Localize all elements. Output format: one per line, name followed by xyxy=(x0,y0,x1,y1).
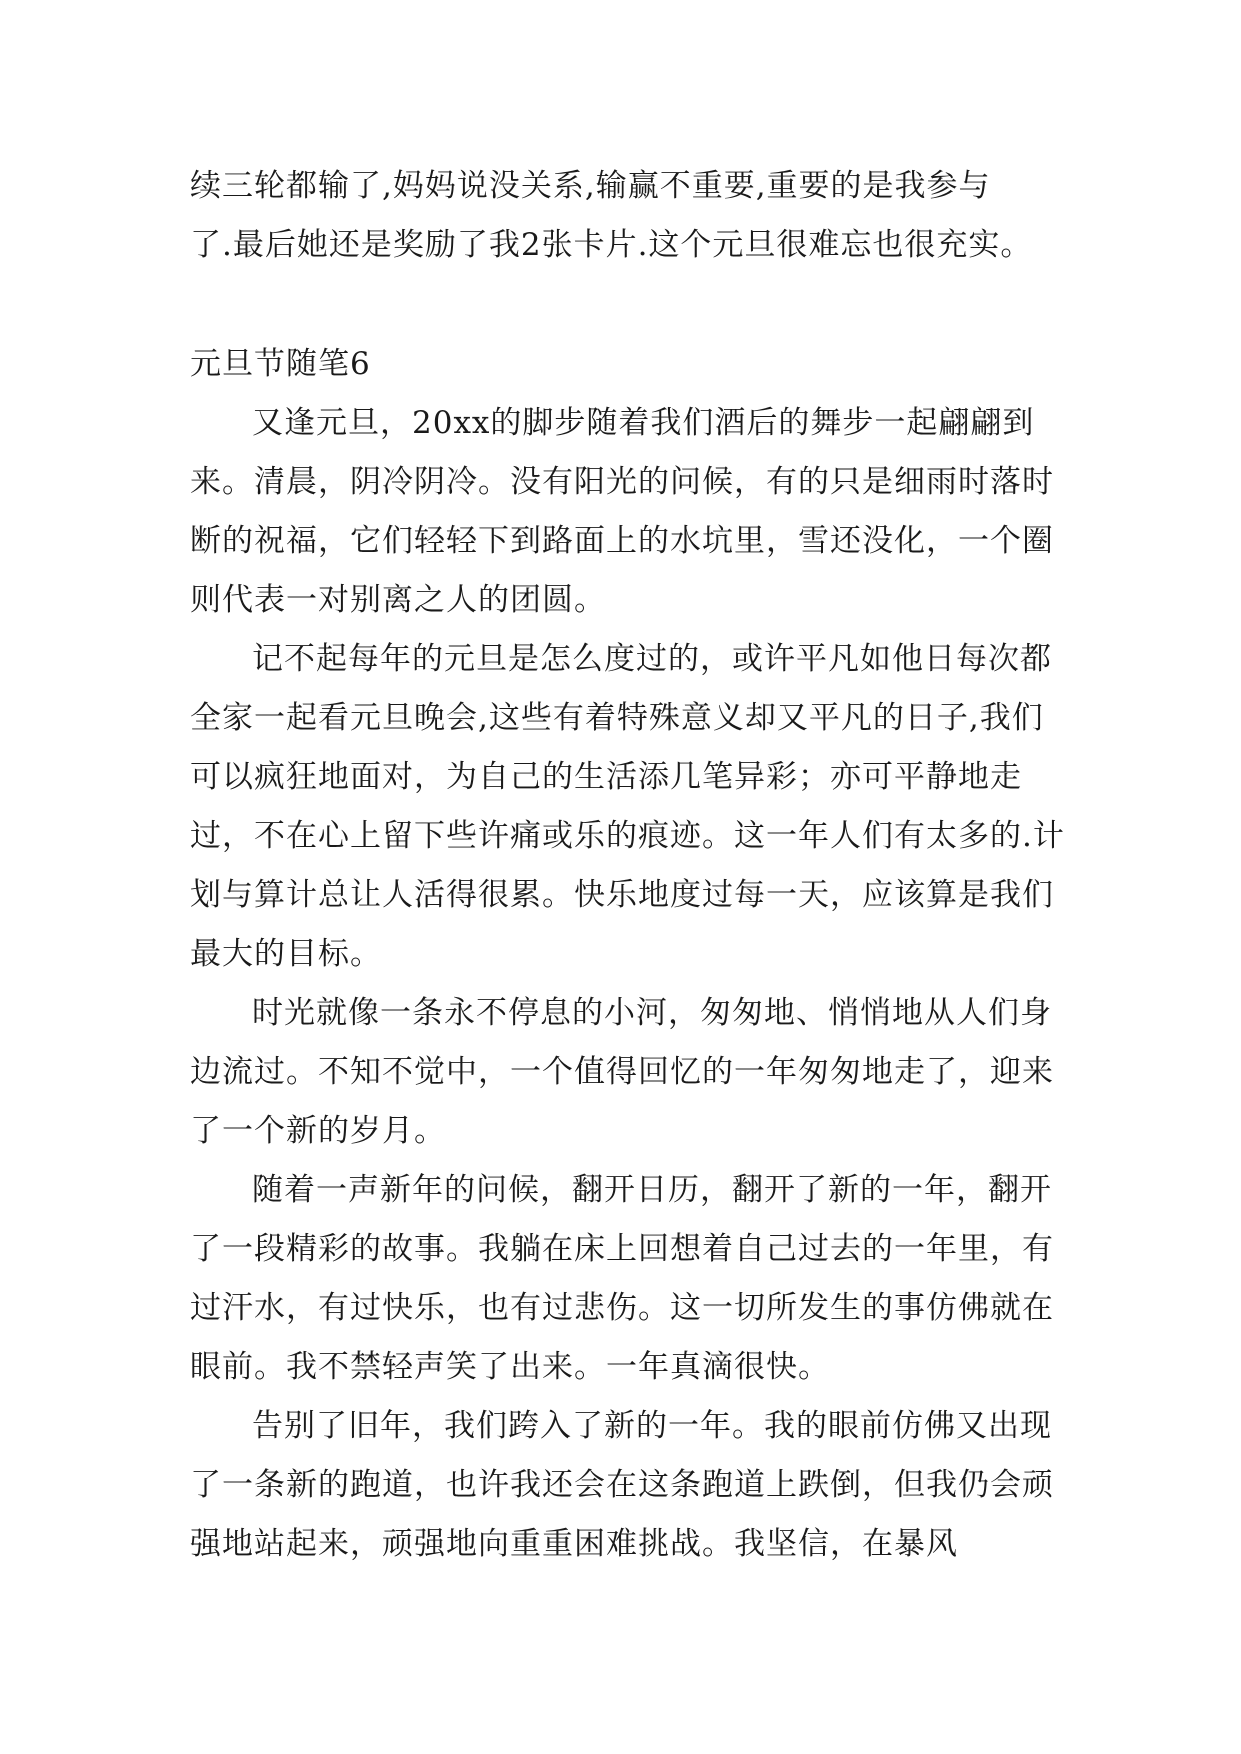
continued-paragraph xyxy=(190,157,1070,275)
essay-section xyxy=(190,335,1070,1574)
continued-line-1: 续三轮都输了,妈妈说没关系,输赢不重要,重要的是我参与 xyxy=(190,168,991,204)
paragraph-5: 告别了旧年，我们跨入了新的一年。我的眼前仿佛又出现了一条新的跑道，也许我还会在这条跑道上跌倒，但我仍会顽强地站起来，顽强地向重重困难挑战。我坚信，在暴风 xyxy=(190,1408,1054,1562)
section-title: 元旦节随笔6 xyxy=(190,346,371,382)
continued-line-2: 了.最后她还是奖励了我2张卡片.这个元旦很难忘也很充实。 xyxy=(190,227,1033,263)
paragraph-4: 随着一声新年的问候，翻开日历，翻开了新的一年，翻开了一段精彩的故事。我躺在床上回想着自己过去的一年里，有过汗水，有过快乐，也有过悲伤。这一切所发生的事仿佛就在眼前。我不禁轻声笑了出来。一年真滴很快。 xyxy=(190,1172,1054,1385)
paragraph-3: 时光就像一条永不停息的小河，匆匆地、悄悄地从人们身边流过。不知不觉中，一个值得回忆的一年匆匆地走了，迎来了一个新的岁月。 xyxy=(190,995,1054,1149)
paragraph-1: 又逢元旦，20xx的脚步随着我们酒后的舞步一起翩翩到来。清晨，阴冷阴冷。没有阳光的问候，有的只是细雨时落时断的祝福，它们轻轻下到路面上的水坑里，雪还没化，一个圈则代表一对别离之人的团圆。 xyxy=(190,405,1054,618)
paragraph-2: 记不起每年的元旦是怎么度过的，或许平凡如他日每次都全家一起看元旦晚会,这些有着特殊意义却又平凡的日子,我们可以疯狂地面对，为自己的生活添几笔异彩；亦可平静地走过，不在心上留下些许痛或乐的痕迹。这一年人们有太多的.计划与算计总让人活得很累。快乐地度过每一天，应该算是我们最大的目标。 xyxy=(190,641,1065,972)
